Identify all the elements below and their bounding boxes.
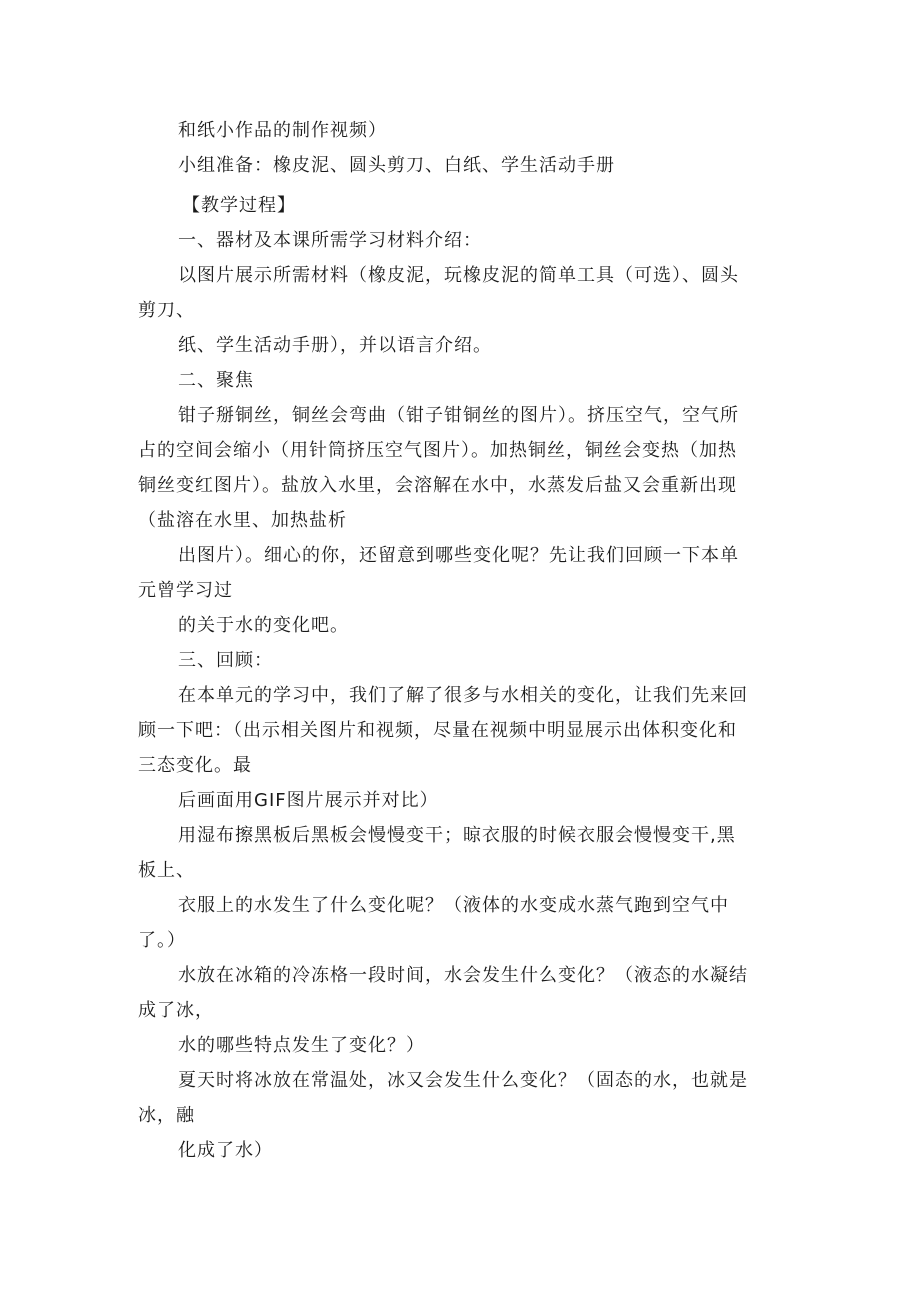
text-line: 衣服上的水发生了什么变化呢？（液体的水变成水蒸气跑到空气中 — [178, 895, 729, 916]
text-line: 小组准备：橡皮泥、圆头剪刀、白纸、学生活动手册 — [178, 155, 615, 176]
text-line: 占的空间会缩小（用针筒挤压空气图片）。加热铜丝，铜丝会变热（加热 — [138, 440, 737, 461]
section-heading: 一、器材及本课所需学习材料介绍： — [178, 230, 482, 251]
text-line: 顾一下吧：（出示相关图片和视频，尽量在视频中明显展示出体积变化和 — [138, 720, 737, 741]
text-line: 以图片展示所需材料（橡皮泥，玩橡皮泥的简单工具（可选）、圆头 — [178, 265, 739, 286]
text-line: 纸、学生活动手册），并以语言介绍。 — [178, 335, 492, 356]
document-page — [138, 113, 788, 1168]
text-line: 元曾学习过 — [138, 580, 233, 601]
text-line: 水的哪些特点发生了变化？） — [178, 1035, 425, 1056]
text-line: 铜丝变红图片）。盐放入水里，会溶解在水中，水蒸发后盐又会重新出现 — [138, 475, 737, 496]
text-line: 剪刀、 — [138, 300, 195, 321]
text-line: 水放在冰箱的冷冻格一段时间，水会发生什么变化？（液态的水凝结 — [178, 965, 748, 986]
text-line: 在本单元的学习中，我们了解了很多与水相关的变化，让我们先来回 — [178, 685, 748, 706]
section-heading: 【教学过程】 — [182, 195, 296, 216]
text-line: 板上、 — [138, 860, 195, 881]
text-line: 的关于水的变化吧。 — [178, 615, 349, 636]
text-line: 了。） — [138, 930, 186, 951]
text-line: 后画面用GIF图片展示并对比） — [178, 790, 439, 811]
text-line: 夏天时将冰放在常温处，冰又会发生什么变化？（固态的水，也就是 — [178, 1070, 748, 1091]
text-line: 和纸小作品的制作视频） — [178, 120, 387, 141]
text-line: 出图片）。细心的你，还留意到哪些变化呢？先让我们回顾一下本单 — [178, 545, 739, 566]
text-line: 三态变化。最 — [138, 755, 252, 776]
text-line: 钳子掰铜丝，铜丝会弯曲（钳子钳铜丝的图片）。挤压空气，空气所 — [178, 405, 739, 426]
text-line: 冰，融 — [138, 1105, 195, 1126]
section-heading: 三、回顾： — [178, 650, 273, 671]
text-line: 成了冰， — [138, 1000, 214, 1021]
text-line: 化成了水） — [178, 1140, 273, 1161]
text-line: 用湿布擦黑板后黑板会慢慢变干；晾衣服的时候衣服会慢慢变干,黑 — [178, 825, 736, 846]
section-heading: 二、聚焦 — [178, 370, 254, 391]
text-line: （盐溶在水里、加热盐析 — [138, 510, 347, 531]
